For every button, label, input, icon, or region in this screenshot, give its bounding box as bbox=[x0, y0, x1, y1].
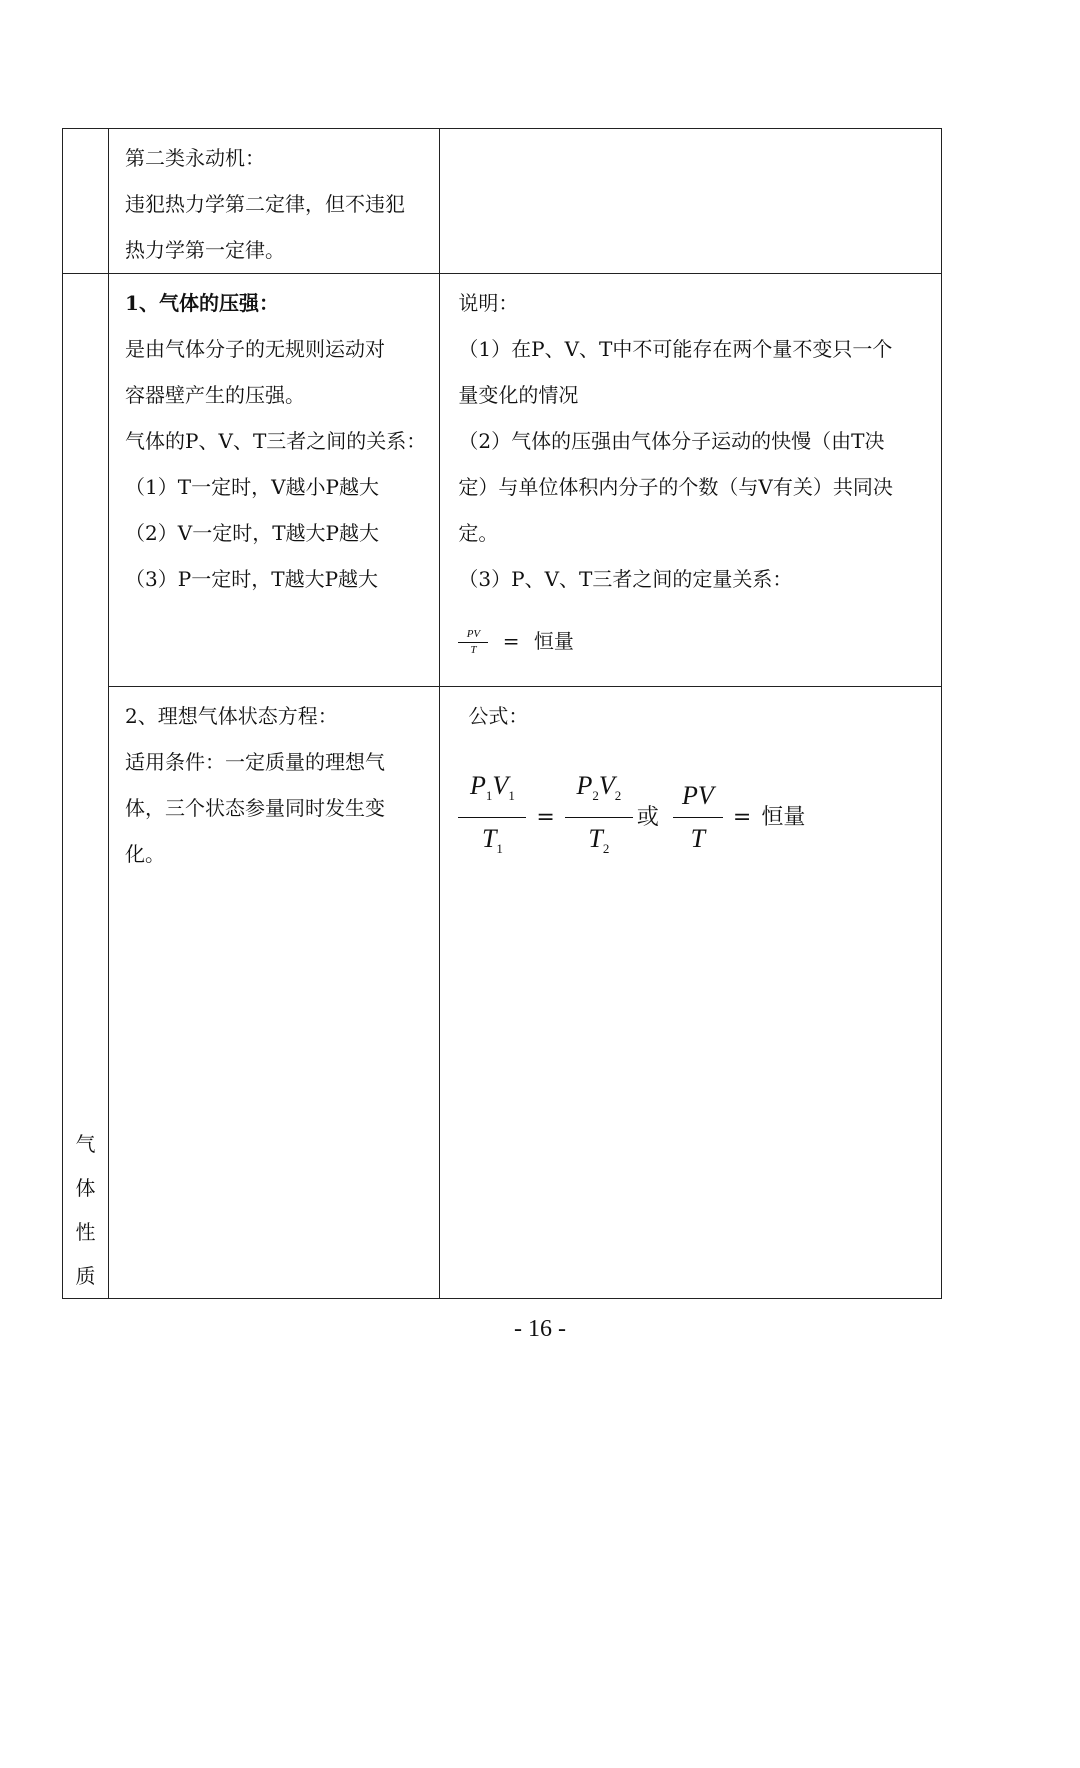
fraction bbox=[458, 628, 488, 657]
equals-sign: = bbox=[732, 804, 752, 830]
text-line: （2）气体的压强由气体分子运动的快慢（由T决 bbox=[458, 429, 885, 453]
equals-sign: = bbox=[536, 804, 555, 830]
second-kind-perpetual-motion-cell bbox=[109, 129, 440, 274]
text-line: 热力学第一定律。 bbox=[125, 238, 286, 262]
fraction-state-2: $\frac{P_2V_2}{T_2}$ bbox=[565, 769, 633, 866]
constant-label: 恒量 bbox=[533, 629, 574, 653]
denominator: T bbox=[470, 644, 477, 656]
text-line: （2）V一定时，T越大P越大 bbox=[125, 521, 380, 545]
text-line: （1）T一定时，V越小P越大 bbox=[125, 475, 380, 499]
or-label: 或 bbox=[636, 804, 659, 830]
gas-pressure-cell bbox=[109, 274, 440, 687]
formula-cell bbox=[440, 687, 942, 1299]
text-line: 定。 bbox=[458, 521, 499, 545]
table-row bbox=[63, 687, 942, 1299]
side-char: 质 bbox=[75, 1264, 96, 1288]
numerator: PV bbox=[466, 628, 481, 640]
side-label-cell bbox=[63, 274, 109, 1299]
text-line: 定）与单位体积内分子的个数（与V有关）共同决 bbox=[458, 475, 893, 499]
text-line: 2、理想气体状态方程： bbox=[125, 704, 338, 728]
fraction-general: $\frac{PV}{T}$ bbox=[673, 779, 723, 856]
text-line: 量变化的情况 bbox=[458, 383, 579, 407]
ideal-gas-law-formula bbox=[458, 769, 931, 866]
empty-cell bbox=[440, 129, 942, 274]
ideal-gas-equation-cell bbox=[109, 687, 440, 1299]
equals-sign: = bbox=[502, 629, 520, 653]
text-line: （3）P、V、T三者之间的定量关系： bbox=[458, 567, 793, 591]
text-line: （3）P一定时，T越大P越大 bbox=[125, 567, 379, 591]
text-line: 说明： bbox=[458, 291, 519, 315]
page-number: - 16 - bbox=[514, 1316, 566, 1342]
side-char: 气 bbox=[75, 1132, 96, 1156]
pv-over-t-formula bbox=[458, 626, 931, 657]
explanation-cell bbox=[440, 274, 942, 687]
side-char: 体 bbox=[75, 1176, 96, 1200]
side-char: 性 bbox=[75, 1220, 96, 1244]
text-line: 气体的P、V、T三者之间的关系： bbox=[125, 429, 427, 453]
gas-properties-label bbox=[63, 274, 108, 1768]
section-title: 1、气体的压强： bbox=[125, 291, 279, 315]
text-line: 体，三个状态参量同时发生变 bbox=[125, 796, 386, 820]
text-line: 第二类永动机： bbox=[125, 146, 266, 170]
text-line: 容器壁产生的压强。 bbox=[125, 383, 306, 407]
text-line: 化。 bbox=[125, 842, 166, 866]
text-line: 是由气体分子的无规则运动对 bbox=[125, 337, 386, 361]
side-cell-empty bbox=[63, 129, 109, 274]
formula-title: 公式： bbox=[468, 704, 529, 728]
text-line: （1）在P、V、T中不可能存在两个量不变只一个 bbox=[458, 337, 893, 361]
table-row bbox=[63, 274, 942, 687]
constant-label: 恒量 bbox=[761, 804, 806, 830]
text-line: 适用条件：一定质量的理想气 bbox=[125, 750, 386, 774]
content-table bbox=[62, 128, 942, 1299]
table-row bbox=[63, 129, 942, 274]
fraction-state-1: $\frac{P_1V_1}{T_1}$ bbox=[458, 769, 526, 866]
text-line: 违犯热力学第二定律，但不违犯 bbox=[125, 192, 406, 216]
